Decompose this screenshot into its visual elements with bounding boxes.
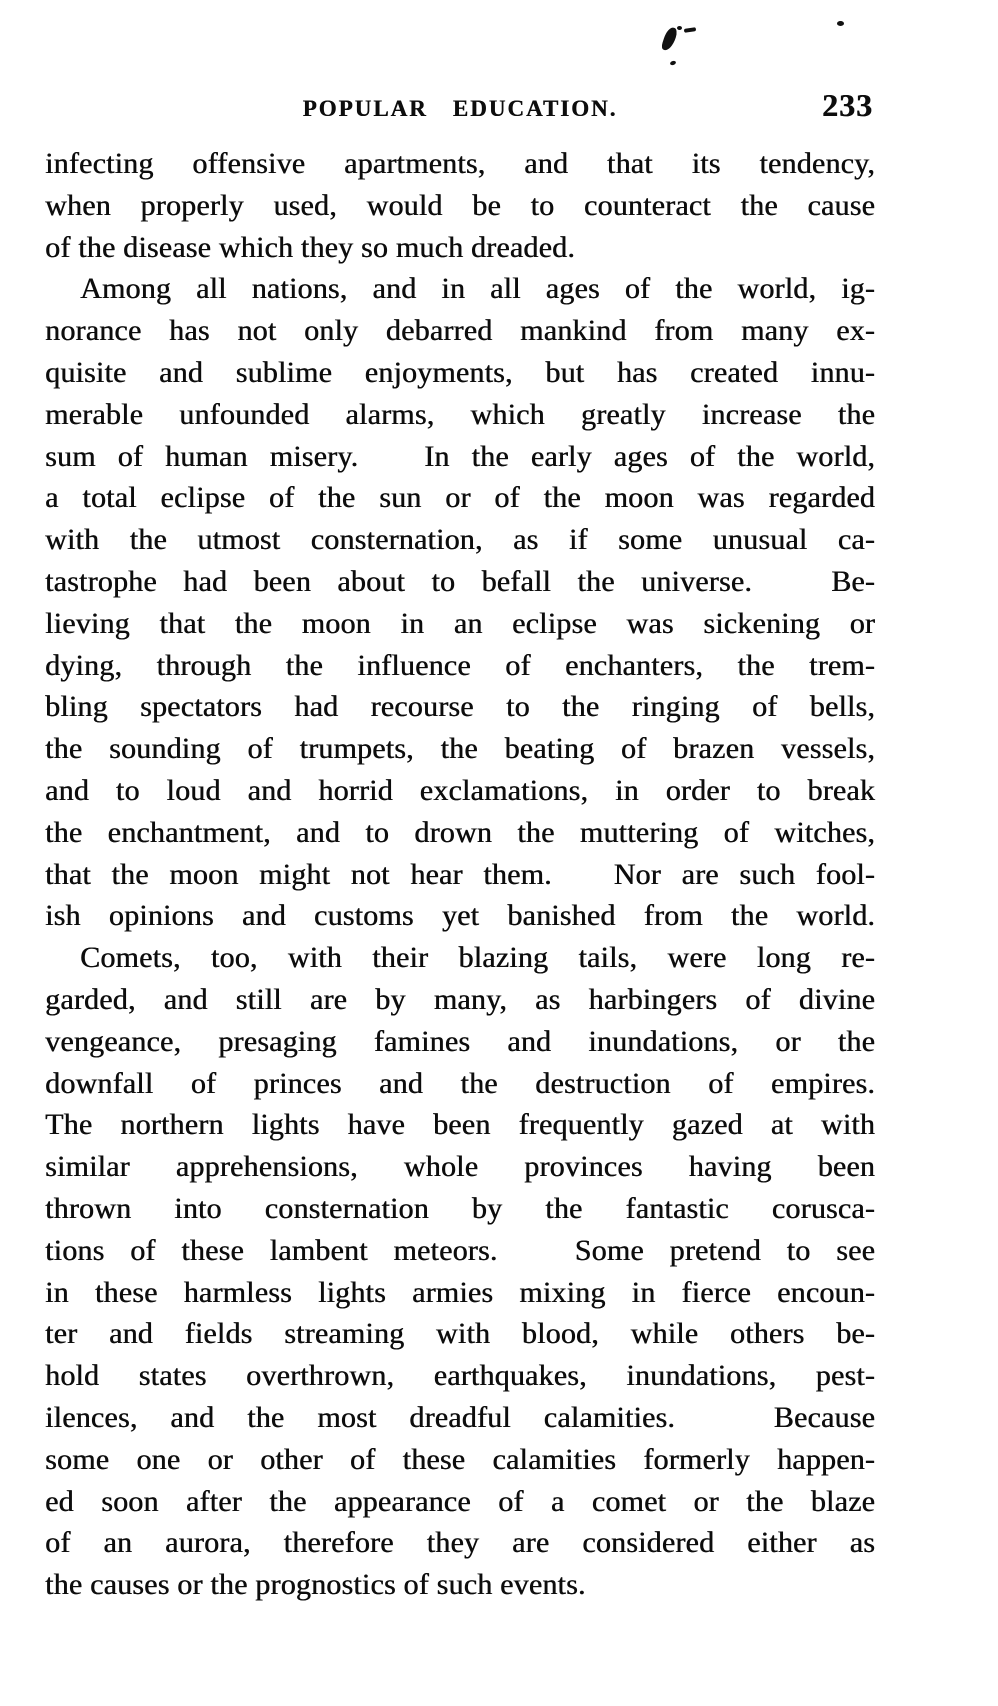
text-line: The northern lights have been frequently gazed at with	[45, 1108, 875, 1142]
text-line: hold states overthrown, earthquakes, inundations, pest-	[45, 1359, 875, 1393]
text-line: lieving that the moon in an eclipse was sickening or	[45, 606, 875, 640]
text-line: the sounding of trumpets, the beating of brazen vessels,	[45, 732, 875, 766]
text-line: the causes or the prognostics of such events.	[45, 1568, 586, 1602]
text-line: bling spectators had recourse to the ringing of bells,	[45, 690, 875, 724]
text-line: that the moon might not hear them. Nor are such fool-	[45, 857, 875, 891]
text-line: and to loud and horrid exclamations, in order to break	[45, 773, 875, 807]
page-header	[45, 87, 875, 123]
text-line: ed soon after the appearance of a comet or the blaze	[45, 1484, 875, 1518]
text-line: tastrophe had been about to befall the universe. Be-	[45, 564, 875, 598]
text-line: sum of human misery. In the early ages of the world,	[45, 439, 875, 473]
text-line: infecting offensive apartments, and that its tendency,	[45, 147, 875, 180]
text-line: ter and fields streaming with blood, while others be-	[45, 1317, 875, 1351]
text-line: Comets, too, with their blazing tails, were long re-	[80, 941, 875, 975]
ink-speck	[669, 60, 676, 66]
text-line: similar apprehensions, whole provinces having been	[45, 1150, 875, 1184]
text-line: vengeance, presaging famines and inundations, or the	[45, 1024, 875, 1058]
body-text	[45, 143, 875, 1606]
text-line: thrown into consternation by the fantastic corusca-	[45, 1191, 875, 1225]
text-line: with the utmost consternation, as if some unusual ca-	[45, 523, 875, 557]
text-line: in these harmless lights armies mixing in fierce encoun-	[45, 1275, 875, 1309]
text-line: dying, through the influence of enchanters, the trem-	[45, 648, 875, 682]
text-line: Among all nations, and in all ages of the world, ig-	[80, 272, 875, 306]
text-line: some one or other of these calamities formerly happen-	[45, 1442, 875, 1476]
text-line: ish opinions and customs yet banished from the world.	[45, 899, 875, 933]
text-line: a total eclipse of the sun or of the moon was regarded	[45, 481, 875, 515]
text-line: merable unfounded alarms, which greatly increase the	[45, 397, 875, 431]
ink-dash	[684, 27, 696, 33]
text-line: of an aurora, therefore they are considered either as	[45, 1526, 875, 1560]
text-line: the enchantment, and to drown the muttering of witches,	[45, 815, 875, 849]
page-number: 233	[822, 87, 873, 123]
text-line: of the disease which they so much dreaded.	[45, 230, 575, 264]
ink-speck	[677, 26, 682, 30]
running-title: POPULAR EDUCATION.	[302, 96, 618, 121]
text-line: tions of these lambent meteors. Some pretend to see	[45, 1233, 875, 1267]
text-line: garded, and still are by many, as harbingers of divine	[45, 982, 875, 1016]
text-line: ilences, and the most dreadful calamities. Because	[45, 1400, 875, 1434]
text-line: when properly used, would be to counteract the cause	[45, 188, 875, 222]
text-line: norance has not only debarred mankind from many ex-	[45, 314, 875, 348]
ink-blot-comma	[661, 26, 679, 52]
ink-speck	[837, 21, 844, 26]
text-line: quisite and sublime enjoyments, but has created innu-	[45, 355, 875, 389]
text-line: downfall of princes and the destruction of empires.	[45, 1066, 875, 1100]
